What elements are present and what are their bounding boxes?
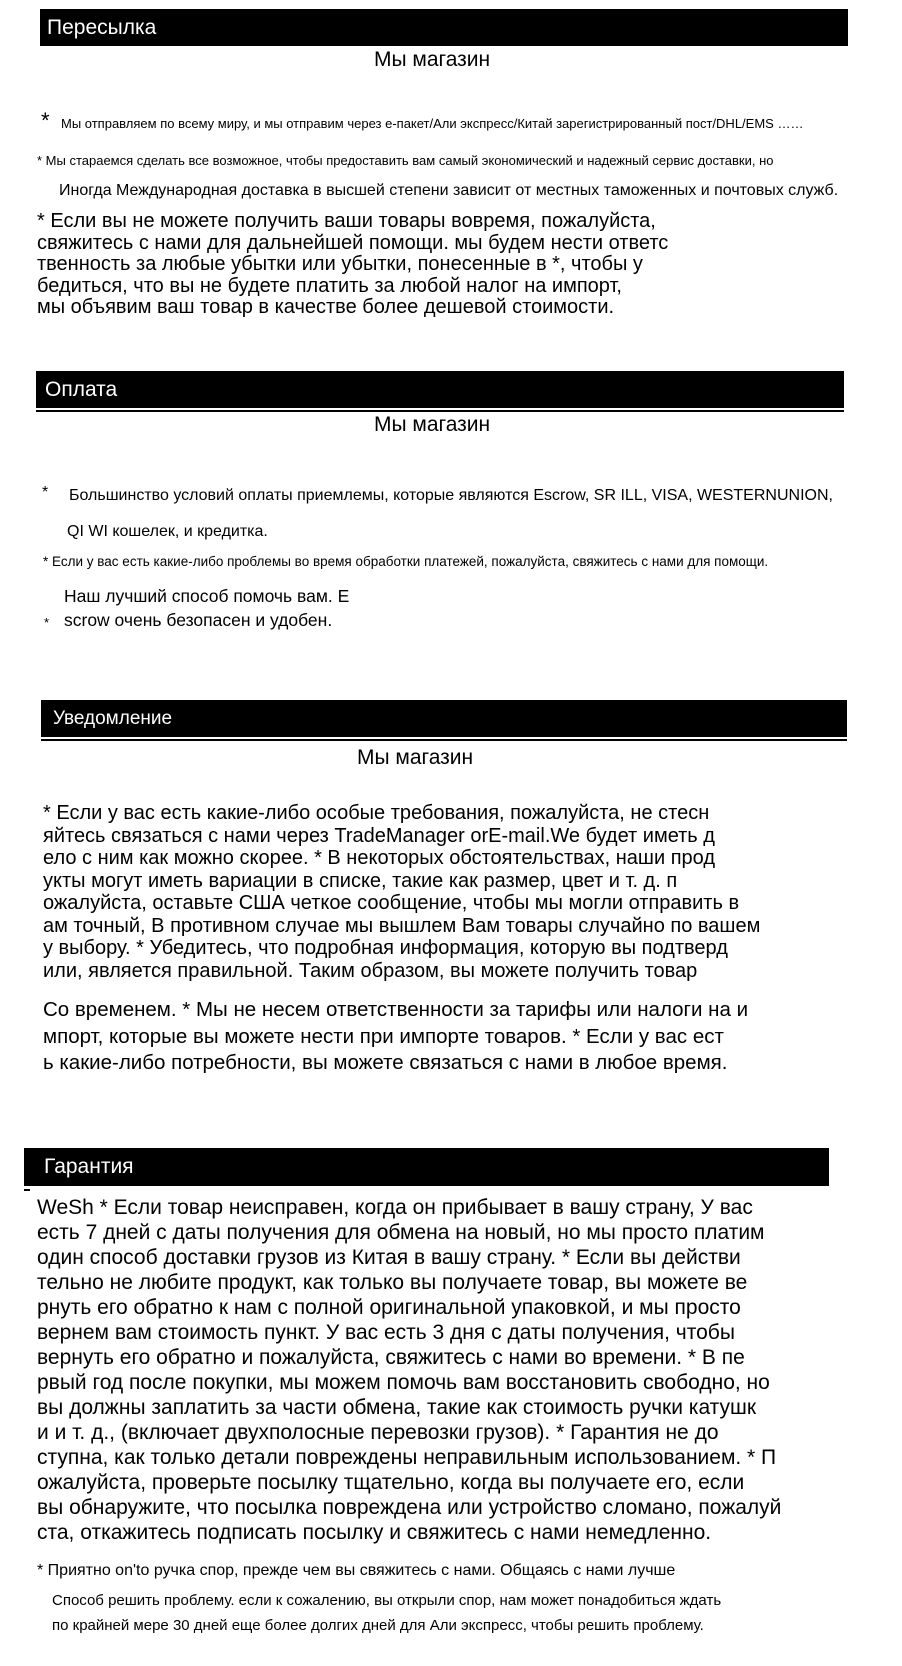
warranty-para-line: рвый год после покупки, мы можем помочь вам восстановить свободно, но [37, 1371, 770, 1394]
warranty-para-line: вернуть его обратно и пожалуйста, свяжитесь с нами во времени. * В пе [37, 1346, 745, 1369]
shipping-bullet-star: * [41, 108, 50, 133]
notice-header-title: Уведомление [53, 707, 173, 729]
notice-para-line: укты могут иметь вариации в списке, такие как размер, цвет и т. д. п [43, 869, 678, 892]
warranty-edge-mark [24, 1189, 30, 1191]
notice-header-bar [41, 700, 847, 737]
shipping-para-line: * Если вы не можете получить ваши товары вовремя, пожалуйста, [37, 210, 656, 232]
payment-line-2: QI WI кошелек, и кредитка. [67, 523, 268, 540]
shipping-line-1: Мы отправляем по всему миру, и мы отправим через е-пакет/Али экспресс/Китай зарегистрированный пост/DHL/EMS …… [61, 116, 804, 131]
payment-line-4: Наш лучший способ помочь вам. E [64, 586, 350, 606]
warranty-para-line: ступна, как только детали повреждены неправильным использованием. * П [37, 1446, 777, 1469]
notice-para-line: ь какие-либо потребности, вы можете связаться с нами в любое время. [43, 1051, 728, 1074]
warranty-para-line: вы обнаружите, что посылка повреждена или устройство сломано, пожалуй [37, 1496, 782, 1519]
warranty-para-line: ста, откажитесь подписать посылку и свяжитесь с нами немедленно. [37, 1521, 712, 1544]
payment-bullet-star: * [42, 484, 49, 501]
payment-line-5: scrow очень безопасен и удобен. [64, 610, 333, 630]
payment-subtitle: Мы магазин [374, 413, 491, 436]
warranty-line-1: * Приятно on'to ручка спор, прежде чем вы свяжитесь с нами. Общаясь с нами лучше [37, 1562, 676, 1579]
shipping-header-bar [40, 9, 848, 46]
payment-header-title: Оплата [45, 377, 118, 401]
notice-para-line: яйтесь связаться с нами через TradeManager orE-mail.We будет иметь д [43, 824, 715, 847]
shipping-line-2: * Мы стараемся сделать все возможное, чтобы предоставить вам самый экономический и надежный сервис доставки, но [37, 153, 774, 168]
warranty-para-line: один способ доставки грузов из Китая в вашу страну. * Если вы действи [37, 1246, 741, 1269]
notice-paragraph-2 [43, 997, 748, 1077]
warranty-para-line: тельно не любите продукт, как только вы получаете товар, вы можете ве [37, 1271, 748, 1294]
shipping-para-line: бедиться, что вы не будете платить за любой налог на импорт, [37, 274, 622, 297]
notice-para-line: * Если у вас есть какие-либо особые требования, пожалуйста, не стесн [43, 802, 710, 824]
warranty-para-line: вернем вам стоимость пункт. У вас есть 3 дня с даты получения, чтобы [37, 1321, 735, 1344]
payment-line-1: Большинство условий оплаты приемлемы, которые являются Escrow, SR ILL, VISA, WESTERNUNION, [69, 487, 833, 504]
notice-para-line: ожалуйста, оставьте США четкое сообщение, чтобы мы могли отправить в [43, 892, 740, 914]
notice-para-line: Со временем. * Мы не несем ответственности за тарифы или налоги на и [43, 998, 749, 1021]
shipping-para-line: мы объявим ваш товар в качестве более дешевой стоимости. [37, 296, 615, 318]
warranty-paragraph [37, 1195, 781, 1545]
notice-subtitle: Мы магазин [357, 746, 474, 769]
warranty-para-line: рнуть его обратно к нам с полной оригинальной упаковкой, и мы просто [37, 1296, 741, 1319]
payment-header-rule [36, 410, 844, 412]
warranty-para-line: есть 7 дней с даты получения для обмена на новый, но мы просто платим [37, 1221, 765, 1244]
payment-header-bar [36, 371, 844, 408]
notice-para-line: у выбору. * Убедитесь, что подробная информация, которую вы подтверд [43, 937, 728, 959]
shipping-header-title: Пересылка [47, 15, 157, 39]
shipping-para-line: твенность за любые убытки или убытки, понесенные в *, чтобы у [37, 253, 643, 275]
notice-para-line: ам точный, В противном случае мы вышлем Вам товары случайно по вашем [43, 914, 761, 937]
payment-line-3: * Если у вас есть какие-либо проблемы во время обработки платежей, пожалуйста, свяжитесь с нами для помощи. [43, 554, 769, 569]
warranty-header-bar [24, 1148, 829, 1186]
shipping-paragraph [37, 211, 668, 319]
notice-header-rule [41, 739, 847, 741]
warranty-para-line: и и т. д., (включает двухполосные перевозки грузов). * Гарантия не до [37, 1421, 719, 1444]
notice-para-line: мпорт, которые вы можете нести при импорте товаров. * Если у вас ест [43, 1024, 724, 1048]
warranty-line-2: Способ решить проблему. если к сожалению, вы открыли спор, нам может понадобиться ждать [52, 1592, 722, 1609]
shipping-para-line: свяжитесь с нами для дальнейшей помощи. мы будем нести ответс [37, 231, 669, 254]
warranty-para-line: вы должны заплатить за части обмена, такие как стоимость ручки катушк [37, 1396, 757, 1419]
payment-bullet-star-2: * [44, 615, 50, 630]
notice-paragraph-1 [43, 802, 760, 982]
warranty-para-line: ожалуйста, проверьте посылку тщательно, когда вы получаете его, если [37, 1471, 745, 1494]
shipping-line-3: Иногда Международная доставка в высшей степени зависит от местных таможенных и почтовых служб. [59, 182, 839, 199]
warranty-header-title: Гарантия [44, 1155, 134, 1178]
notice-para-line: ело с ним как можно скорее. * В некоторых обстоятельствах, наши прод [43, 847, 716, 869]
notice-para-line: или, является правильной. Таким образом, вы можете получить товар [43, 959, 698, 982]
warranty-para-line: WeSh * Если товар неисправен, когда он прибывает в вашу страну, У вас [37, 1196, 753, 1219]
warranty-line-3: по крайней мере 30 дней еще более долгих дней для Али экспресс, чтобы решить проблему. [52, 1617, 704, 1634]
shipping-subtitle: Мы магазин [374, 48, 491, 71]
